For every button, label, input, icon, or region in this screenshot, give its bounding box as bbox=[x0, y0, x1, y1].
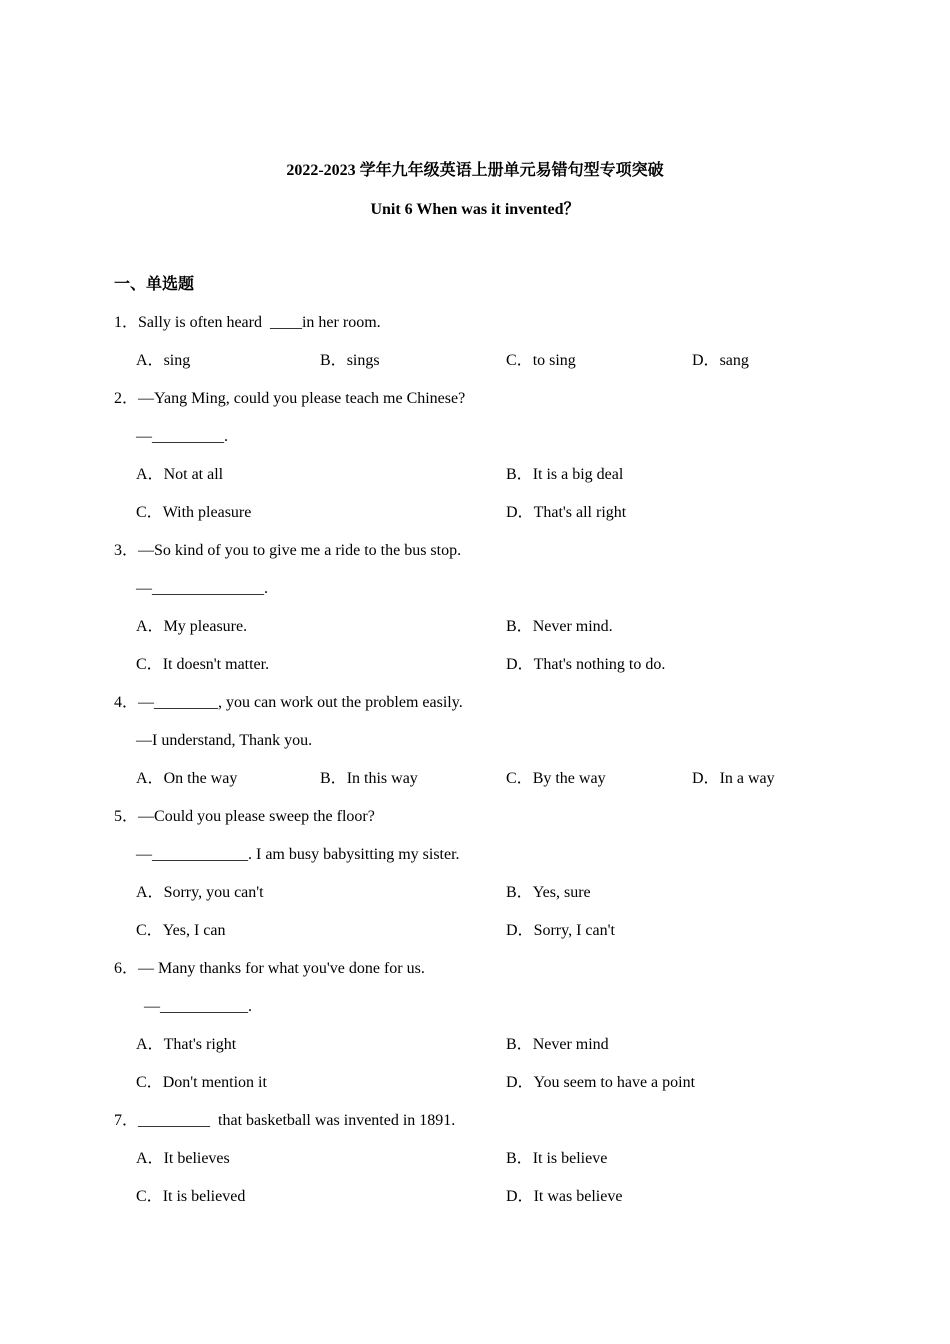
option-text: That's all right bbox=[533, 504, 627, 521]
option-text: On the way bbox=[163, 770, 238, 787]
option-letter: B． bbox=[320, 352, 347, 369]
option-letter: A． bbox=[136, 1036, 164, 1053]
option-text: Sorry, I can't bbox=[533, 922, 615, 939]
option-text: Never mind bbox=[532, 1036, 609, 1053]
option-text: In a way bbox=[719, 770, 775, 787]
question-number: 3． bbox=[114, 542, 139, 559]
option-letter: B． bbox=[506, 884, 533, 901]
option-d[interactable] bbox=[506, 654, 665, 676]
option-d[interactable] bbox=[692, 768, 775, 790]
question-stem: Sally is often heard bbox=[138, 314, 270, 331]
option-letter: D． bbox=[506, 1188, 534, 1205]
option-letter: C． bbox=[136, 656, 163, 673]
option-letter: B． bbox=[506, 466, 533, 483]
reply-line bbox=[136, 844, 460, 866]
question-6 bbox=[114, 958, 425, 980]
option-a[interactable] bbox=[136, 350, 190, 372]
option-text: My pleasure. bbox=[163, 618, 248, 635]
page-subtitle: Unit 6 When was it invented？ bbox=[370, 201, 580, 218]
option-c[interactable] bbox=[506, 768, 606, 790]
option-b[interactable] bbox=[506, 1034, 609, 1056]
reply-dash: — bbox=[136, 580, 152, 597]
option-c[interactable] bbox=[506, 350, 576, 372]
option-text: By the way bbox=[532, 770, 606, 787]
question-number: 6． bbox=[114, 960, 139, 977]
reply-line: —I understand, Thank you. bbox=[136, 732, 313, 749]
option-text: sing bbox=[163, 352, 191, 369]
option-d[interactable] bbox=[692, 350, 749, 372]
reply-line bbox=[144, 996, 252, 1018]
option-b[interactable] bbox=[320, 350, 380, 372]
question-7 bbox=[114, 1110, 455, 1132]
option-letter: B． bbox=[320, 770, 347, 787]
question-2 bbox=[114, 388, 465, 410]
option-letter: D． bbox=[506, 1074, 534, 1091]
option-letter: D． bbox=[506, 922, 534, 939]
option-letter: B． bbox=[506, 618, 533, 635]
option-letter: C． bbox=[506, 352, 533, 369]
option-text: You seem to have a point bbox=[533, 1074, 696, 1091]
stem-dash: — bbox=[138, 694, 155, 711]
question-stem: —So kind of you to give me a ride to the bus stop. bbox=[138, 542, 462, 559]
option-letter: C． bbox=[136, 1074, 163, 1091]
question-number: 4． bbox=[114, 694, 139, 711]
option-d[interactable] bbox=[506, 1186, 622, 1208]
option-b[interactable] bbox=[506, 464, 623, 486]
option-b[interactable] bbox=[320, 768, 418, 790]
option-c[interactable] bbox=[136, 502, 251, 524]
question-stem: — Many thanks for what you've done for us. bbox=[138, 960, 425, 977]
reply-text: . bbox=[224, 428, 228, 445]
question-stem: in her room. bbox=[301, 314, 381, 331]
option-letter: A． bbox=[136, 770, 164, 787]
reply-dash: — bbox=[136, 846, 152, 863]
reply-line bbox=[136, 578, 268, 600]
question-1 bbox=[114, 312, 381, 334]
answer-blank: ____ bbox=[269, 314, 302, 331]
option-text: sang bbox=[719, 352, 749, 369]
reply-line bbox=[136, 426, 228, 448]
option-text: sings bbox=[346, 352, 380, 369]
reply-dash: — bbox=[136, 428, 152, 445]
reply-text: . bbox=[264, 580, 268, 597]
option-text: It is a big deal bbox=[532, 466, 624, 483]
option-text: It was believe bbox=[533, 1188, 623, 1205]
option-text: Not at all bbox=[163, 466, 224, 483]
option-text: It doesn't matter. bbox=[162, 656, 270, 673]
option-text: Don't mention it bbox=[162, 1074, 267, 1091]
option-a[interactable] bbox=[136, 464, 223, 486]
option-letter: B． bbox=[506, 1036, 533, 1053]
reply-text: . I am busy babysitting my sister. bbox=[248, 846, 460, 863]
answer-blank: ____________ bbox=[152, 846, 248, 863]
question-stem: , you can work out the problem easily. bbox=[218, 694, 463, 711]
answer-blank: _________ bbox=[138, 1112, 211, 1129]
option-c[interactable] bbox=[136, 1072, 267, 1094]
option-c[interactable] bbox=[136, 1186, 245, 1208]
answer-blank: ________ bbox=[154, 694, 219, 711]
option-text: That's right bbox=[163, 1036, 237, 1053]
option-b[interactable] bbox=[506, 616, 613, 638]
option-text: It is believed bbox=[162, 1188, 246, 1205]
option-text: That's nothing to do. bbox=[533, 656, 666, 673]
question-3 bbox=[114, 540, 461, 562]
question-number: 1． bbox=[114, 314, 139, 331]
option-text: It is believe bbox=[532, 1150, 608, 1167]
reply-dash: — bbox=[144, 998, 160, 1015]
page-title: 2022-2023 学年九年级英语上册单元易错句型专项突破 bbox=[286, 162, 664, 179]
option-a[interactable] bbox=[136, 616, 247, 638]
option-letter: D． bbox=[692, 770, 720, 787]
question-stem: —Yang Ming, could you please teach me Chinese? bbox=[138, 390, 466, 407]
option-letter: D． bbox=[506, 656, 534, 673]
answer-blank: ___________. bbox=[160, 998, 252, 1015]
option-text: It believes bbox=[163, 1150, 230, 1167]
option-b[interactable] bbox=[506, 1148, 607, 1170]
option-letter: B． bbox=[506, 1150, 533, 1167]
option-text: Yes, I can bbox=[162, 922, 226, 939]
option-text: In this way bbox=[346, 770, 418, 787]
option-text: to sing bbox=[532, 352, 576, 369]
option-letter: A． bbox=[136, 884, 164, 901]
question-stem: that basketball was invented in 1891. bbox=[210, 1112, 456, 1129]
option-letter: A． bbox=[136, 618, 164, 635]
option-text: Sorry, you can't bbox=[163, 884, 264, 901]
option-a[interactable] bbox=[136, 1148, 230, 1170]
question-4 bbox=[114, 692, 463, 714]
option-d[interactable] bbox=[506, 502, 626, 524]
question-5 bbox=[114, 806, 375, 828]
question-stem: —Could you please sweep the floor? bbox=[138, 808, 375, 825]
option-a[interactable] bbox=[136, 768, 237, 790]
option-letter: C． bbox=[506, 770, 533, 787]
question-number: 5． bbox=[114, 808, 139, 825]
question-number: 2． bbox=[114, 390, 139, 407]
option-text: Yes, sure bbox=[532, 884, 591, 901]
option-c[interactable] bbox=[136, 920, 226, 942]
option-d[interactable] bbox=[506, 1072, 695, 1094]
option-letter: C． bbox=[136, 1188, 163, 1205]
option-b[interactable] bbox=[506, 882, 591, 904]
option-letter: D． bbox=[692, 352, 720, 369]
option-d[interactable] bbox=[506, 920, 615, 942]
option-letter: A． bbox=[136, 352, 164, 369]
option-letter: C． bbox=[136, 922, 163, 939]
option-letter: A． bbox=[136, 466, 164, 483]
answer-blank: ______________ bbox=[152, 580, 264, 597]
option-a[interactable] bbox=[136, 882, 264, 904]
option-letter: C． bbox=[136, 504, 163, 521]
option-text: With pleasure bbox=[162, 504, 252, 521]
option-letter: A． bbox=[136, 1150, 164, 1167]
answer-blank: _________ bbox=[152, 428, 224, 445]
option-letter: D． bbox=[506, 504, 534, 521]
option-a[interactable] bbox=[136, 1034, 236, 1056]
section-heading: 一、单选题 bbox=[114, 276, 195, 293]
option-text: Never mind. bbox=[532, 618, 613, 635]
question-number: 7． bbox=[114, 1112, 139, 1129]
option-c[interactable] bbox=[136, 654, 269, 676]
